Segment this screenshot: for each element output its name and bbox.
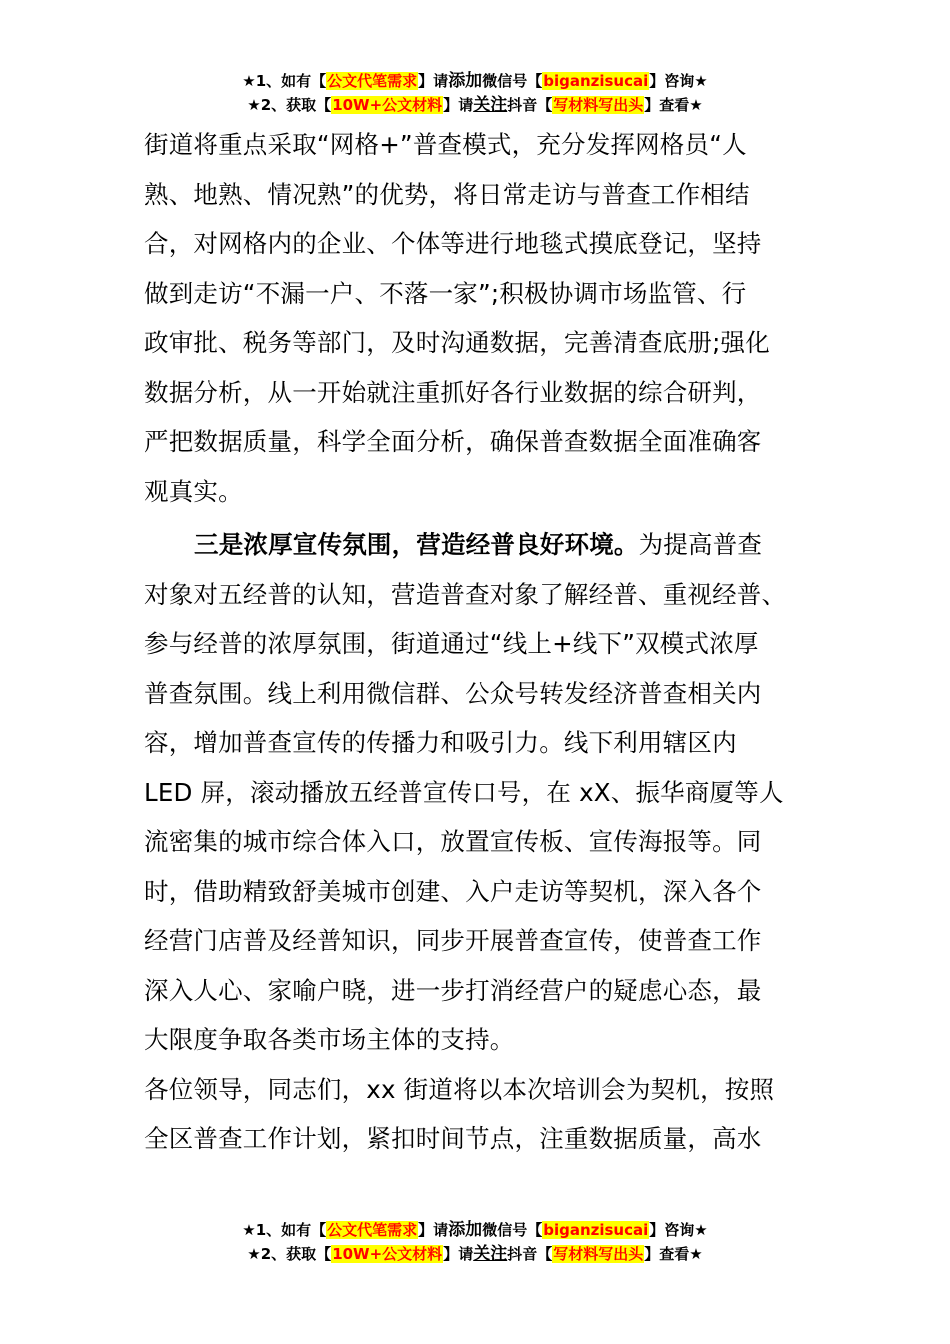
banner-text: 】查看★ [644, 1245, 703, 1263]
banner-highlight: biganzisucai [543, 1221, 649, 1239]
banner-text: 】咨询★ [649, 1221, 708, 1239]
text-line: 参与经普的浓厚氛围，街道通过“线上+线下”双模式浓厚 [144, 629, 759, 658]
text-line: 严把数据质量，科学全面分析，确保普查数据全面准确客 [144, 427, 762, 456]
banner-text: 】查看★ [644, 96, 703, 114]
text-line: 数据分析，从一开始就注重抓好各行业数据的综合研判， [144, 377, 762, 407]
document-body [144, 120, 808, 1164]
text-line: 政审批、税务等部门，及时沟通数据，完善清查底册;强化 [144, 328, 770, 357]
banner-emphasis: 添加 [448, 1220, 483, 1240]
banner-highlight: 公文代笔需求 [327, 1221, 418, 1239]
banner-text: ★1、如有【 [242, 1221, 327, 1239]
text-line: 观真实。 [144, 476, 243, 506]
text-line: 时，借助精致舒美城市创建、入户走访等契机，深入各个 [144, 876, 762, 906]
text-line: 经营门店普及经普知识，同步开展普查宣传，使普查工作 [144, 926, 762, 955]
banner-emphasis: 添加 [448, 71, 483, 91]
paragraph-2 [144, 520, 808, 1065]
banner-line-1 [0, 69, 950, 93]
text-line: 各位领导，同志们，xx 街道将以本次培训会为契机，按照 [144, 1074, 775, 1104]
banner-highlight: 写材料写出头 [553, 96, 644, 114]
banner-emphasis: 关注 [473, 1244, 508, 1264]
text-line: 合，对网格内的企业、个体等进行地毯式摸底登记，坚持 [144, 229, 762, 258]
banner-text: ★2、获取【 [247, 96, 332, 114]
banner-highlight: biganzisucai [543, 72, 649, 90]
banner-highlight: 写材料写出头 [553, 1245, 644, 1263]
banner-text: 】请 [418, 1221, 449, 1239]
text-run: 为提高普查 [638, 530, 763, 559]
text-line: 做到走访“不漏一户、不落一家”;积极协调市场监管、行 [144, 278, 747, 308]
banner-emphasis: 关注 [473, 95, 508, 115]
banner-text: 微信号【 [482, 72, 543, 90]
text-line [144, 520, 808, 570]
banner-line-2 [0, 93, 950, 117]
text-line: 街道将重点采取“网格+”普查模式，充分发挥网格员“人 [144, 130, 747, 159]
banner-text: 】咨询★ [649, 72, 708, 90]
header-banner [0, 69, 950, 117]
text-line: 对象对五经普的认知，营造普查对象了解经普、重视经普、 [144, 579, 787, 609]
paragraph-3 [144, 1065, 808, 1164]
footer-banner [0, 1218, 950, 1266]
banner-text: 】请 [418, 72, 449, 90]
text-line: 流密集的城市综合体入口，放置宣传板、宣传海报等。同 [144, 827, 762, 856]
banner-highlight: 公文代笔需求 [327, 72, 418, 90]
text-line: 普查氛围。线上利用微信群、公众号转发经济普查相关内 [144, 678, 762, 708]
paragraph-1 [144, 120, 808, 516]
banner-line-2 [0, 1242, 950, 1266]
banner-text: 抖音【 [507, 96, 553, 114]
banner-text: 抖音【 [507, 1245, 553, 1263]
section-heading: 三是浓厚宣传氛围，营造经普良好环境。 [194, 530, 639, 559]
banner-text: 】请 [443, 1245, 474, 1263]
banner-line-1 [0, 1218, 950, 1242]
text-line: 深入人心、家喻户晓，进一步打消经营户的疑虑心态，最 [144, 975, 762, 1005]
banner-highlight: 10W+公文材料 [332, 1245, 443, 1263]
banner-text: ★1、如有【 [242, 72, 327, 90]
text-line: 熟、地熟、情况熟”的优势，将日常走访与普查工作相结 [144, 179, 750, 209]
text-line: 全区普查工作计划，紧扣时间节点，注重数据质量，高水 [144, 1124, 762, 1153]
banner-text: ★2、获取【 [247, 1245, 332, 1263]
banner-highlight: 10W+公文材料 [332, 96, 443, 114]
banner-text: 微信号【 [482, 1221, 543, 1239]
text-line: 容，增加普查宣传的传播力和吸引力。线下利用辖区内 [144, 728, 737, 757]
text-line: 大限度争取各类市场主体的支持。 [144, 1025, 515, 1054]
banner-text: 】请 [443, 96, 474, 114]
text-line: LED 屏，滚动播放五经普宣传口号，在 xX、振华商厦等人 [144, 777, 784, 807]
